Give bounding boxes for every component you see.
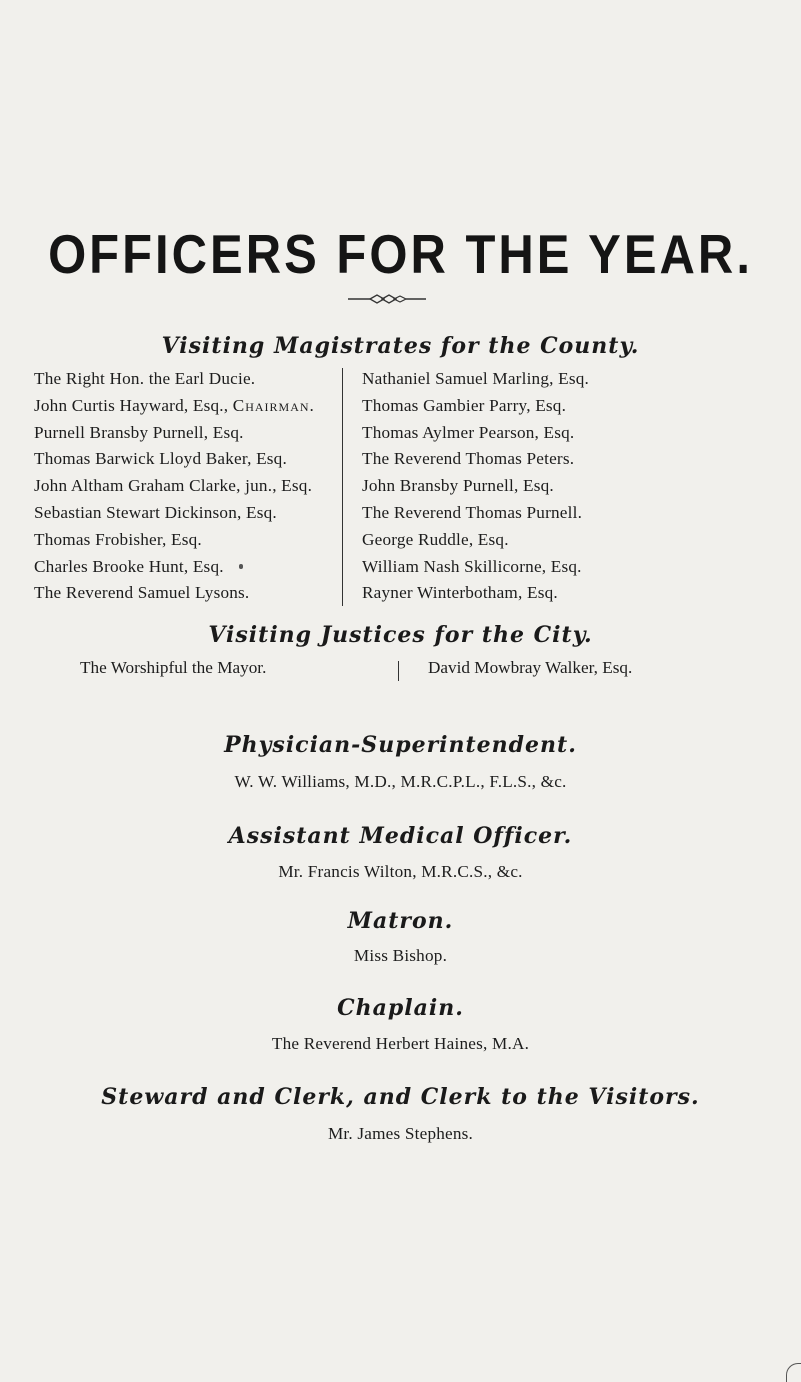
chaplain-name: The Reverend Herbert Haines, M.A.	[271, 1034, 530, 1053]
city-divider	[398, 661, 399, 681]
steward-name: Mr. James Stephens.	[327, 1124, 474, 1143]
steward-heading: Steward and Clerk, and Clerk to the Visitors.	[101, 1084, 700, 1110]
matron-name: Miss Bishop.	[353, 946, 448, 965]
list-item: The Reverend Samuel Lysons.	[34, 583, 250, 603]
list-item: The Reverend Thomas Purnell.	[362, 502, 583, 522]
city-justices-heading: Visiting Justices for the City.	[208, 622, 593, 648]
list-item: The Right Hon. the Earl Ducie.	[34, 369, 256, 388]
list-item: William Nash Skillicorne, Esq.	[362, 556, 582, 576]
list-item: Thomas Aylmer Pearson, Esq.	[362, 422, 575, 442]
page-corner-mark	[786, 1363, 801, 1382]
list-item: George Ruddle, Esq.	[362, 529, 509, 549]
city-justice-right: David Mowbray Walker, Esq.	[428, 658, 633, 677]
county-magistrates-right-list	[362, 366, 589, 607]
list-item: Purnell Bransby Purnell, Esq.	[34, 422, 244, 442]
list-item: The Reverend Thomas Peters.	[362, 449, 575, 469]
list-item: John Bransby Purnell, Esq.	[362, 476, 554, 496]
list-item-text: John Curtis Hayward, Esq.,	[34, 395, 233, 415]
list-item: Rayner Winterbotham, Esq.	[362, 583, 558, 603]
list-item: John Altham Graham Clarke, jun., Esq.	[34, 476, 313, 496]
list-item: Thomas Gambier Parry, Esq.	[362, 395, 567, 415]
chairman-label: Chairman.	[232, 395, 315, 415]
assistant-medical-officer-heading: Assistant Medical Officer.	[228, 823, 573, 849]
list-item: Sebastian Stewart Dickinson, Esq.	[34, 502, 277, 522]
physician-name: W. W. Williams, M.D., M.R.C.P.L., F.L.S., &c.	[234, 772, 567, 791]
physician-heading: Physician-Superintendent.	[224, 732, 577, 758]
matron-heading: Matron.	[347, 908, 454, 934]
city-justice-left: The Worshipful the Mayor.	[80, 658, 267, 677]
chaplain-heading: Chaplain.	[337, 995, 464, 1021]
page-title: OFFICERS FOR THE YEAR.	[48, 224, 753, 286]
list-item: Thomas Barwick Lloyd Baker, Esq.	[34, 449, 287, 469]
county-magistrates-left-list	[34, 366, 315, 607]
assistant-medical-officer-name: Mr. Francis Wilton, M.R.C.S., &c.	[278, 862, 523, 881]
county-magistrates-heading: Visiting Magistrates for the County.	[161, 333, 640, 359]
list-item: Nathaniel Samuel Marling, Esq.	[362, 369, 590, 388]
scan-speck	[239, 564, 243, 569]
ornament-divider	[348, 293, 426, 305]
list-item: Thomas Frobisher, Esq.	[34, 529, 202, 549]
list-item	[34, 393, 315, 420]
list-item: Charles Brooke Hunt, Esq.	[34, 556, 224, 576]
column-divider	[342, 368, 343, 606]
